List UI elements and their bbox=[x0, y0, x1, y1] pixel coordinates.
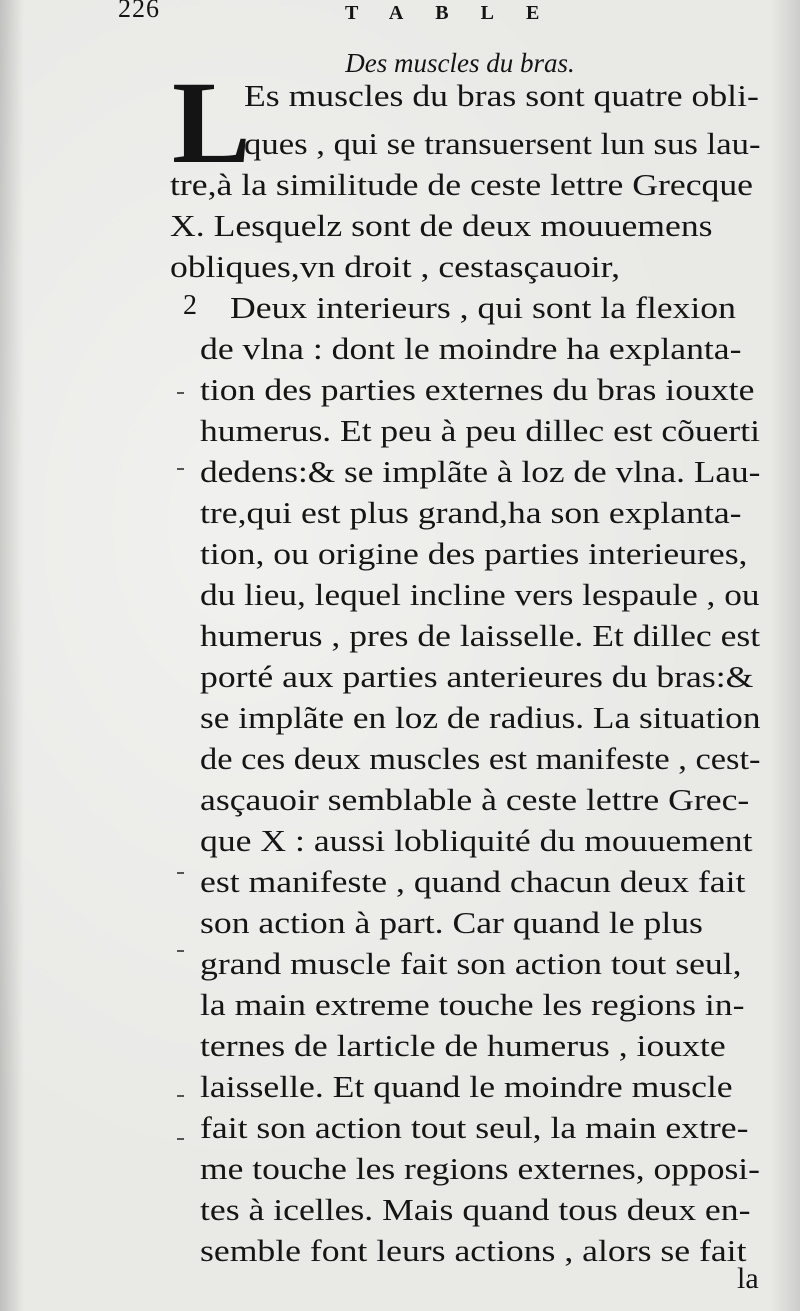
text-line: tion, ou origine des parties interieures, bbox=[200, 536, 748, 571]
text-line: tion des parties externes du bras iouxte bbox=[200, 372, 755, 407]
text-line: du lieu, lequel incline vers lespaule , ou bbox=[200, 577, 760, 612]
text-line: laisselle. Et quand le moindre muscle bbox=[200, 1069, 733, 1104]
margin-tick bbox=[177, 950, 184, 952]
text-line: tre,qui est plus grand,ha son explanta- bbox=[200, 495, 742, 530]
page-number: 226 bbox=[118, 0, 160, 23]
paragraph-marker: 2 bbox=[183, 290, 197, 321]
text-line: se implãte en loz de radius. La situation bbox=[200, 700, 761, 735]
text-line: porté aux parties anterieures du bras:& bbox=[200, 659, 754, 694]
text-line: ternes de larticle de humerus , iouxte bbox=[200, 1028, 726, 1063]
margin-tick bbox=[177, 872, 184, 874]
text-line: que X : aussi lobliquité du mouuement bbox=[200, 823, 753, 858]
text-line: est manifeste , quand chacun deux fait bbox=[200, 864, 746, 899]
text-line: de vlna : dont le moindre ha explanta- bbox=[200, 331, 742, 366]
text-line: obliques,vn droit , cestasçauoir, bbox=[170, 249, 621, 284]
running-head: TABLE bbox=[345, 2, 572, 24]
text-line: humerus , pres de laisselle. Et dillec est bbox=[200, 618, 761, 653]
margin-tick bbox=[177, 1095, 184, 1097]
text-line: X. Lesquelz sont de deux mouuemens bbox=[170, 208, 713, 243]
text-line: fait son action tout seul, la main extre- bbox=[200, 1110, 749, 1145]
text-line: son action à part. Car quand le plus bbox=[200, 905, 703, 940]
text-line: la main extreme touche les regions in- bbox=[200, 987, 745, 1022]
margin-tick bbox=[177, 1138, 184, 1140]
text-line: semble font leurs actions , alors se fait bbox=[200, 1233, 747, 1268]
margin-tick bbox=[177, 468, 184, 470]
text-line: de ces deux muscles est manifeste , cest- bbox=[200, 741, 761, 776]
section-title: Des muscles du bras. bbox=[345, 48, 575, 78]
text-line: humerus. Et peu à peu dillec est cõuerti bbox=[200, 413, 760, 448]
text-line: asçauoir semblable à ceste lettre Grec- bbox=[200, 782, 750, 817]
text-line: me touche les regions externes, opposi- bbox=[200, 1151, 760, 1186]
catchword: la bbox=[737, 1262, 759, 1295]
text-line: ques , qui se transuersent lun sus lau- bbox=[244, 126, 761, 161]
text-line: grand muscle fait son action tout seul, bbox=[200, 946, 742, 981]
text-line: dedens:& se implãte à loz de vlna. Lau- bbox=[200, 454, 761, 489]
text-line: tre,à la similitude de ceste lettre Grecque bbox=[170, 167, 754, 202]
margin-tick bbox=[177, 392, 184, 394]
text-line: Deux interieurs , qui sont la flexion bbox=[230, 290, 736, 325]
text-line: Es muscles du bras sont quatre obli- bbox=[244, 78, 759, 113]
drop-cap: L bbox=[172, 57, 251, 188]
text-line: tes à icelles. Mais quand tous deux en- bbox=[200, 1192, 751, 1227]
